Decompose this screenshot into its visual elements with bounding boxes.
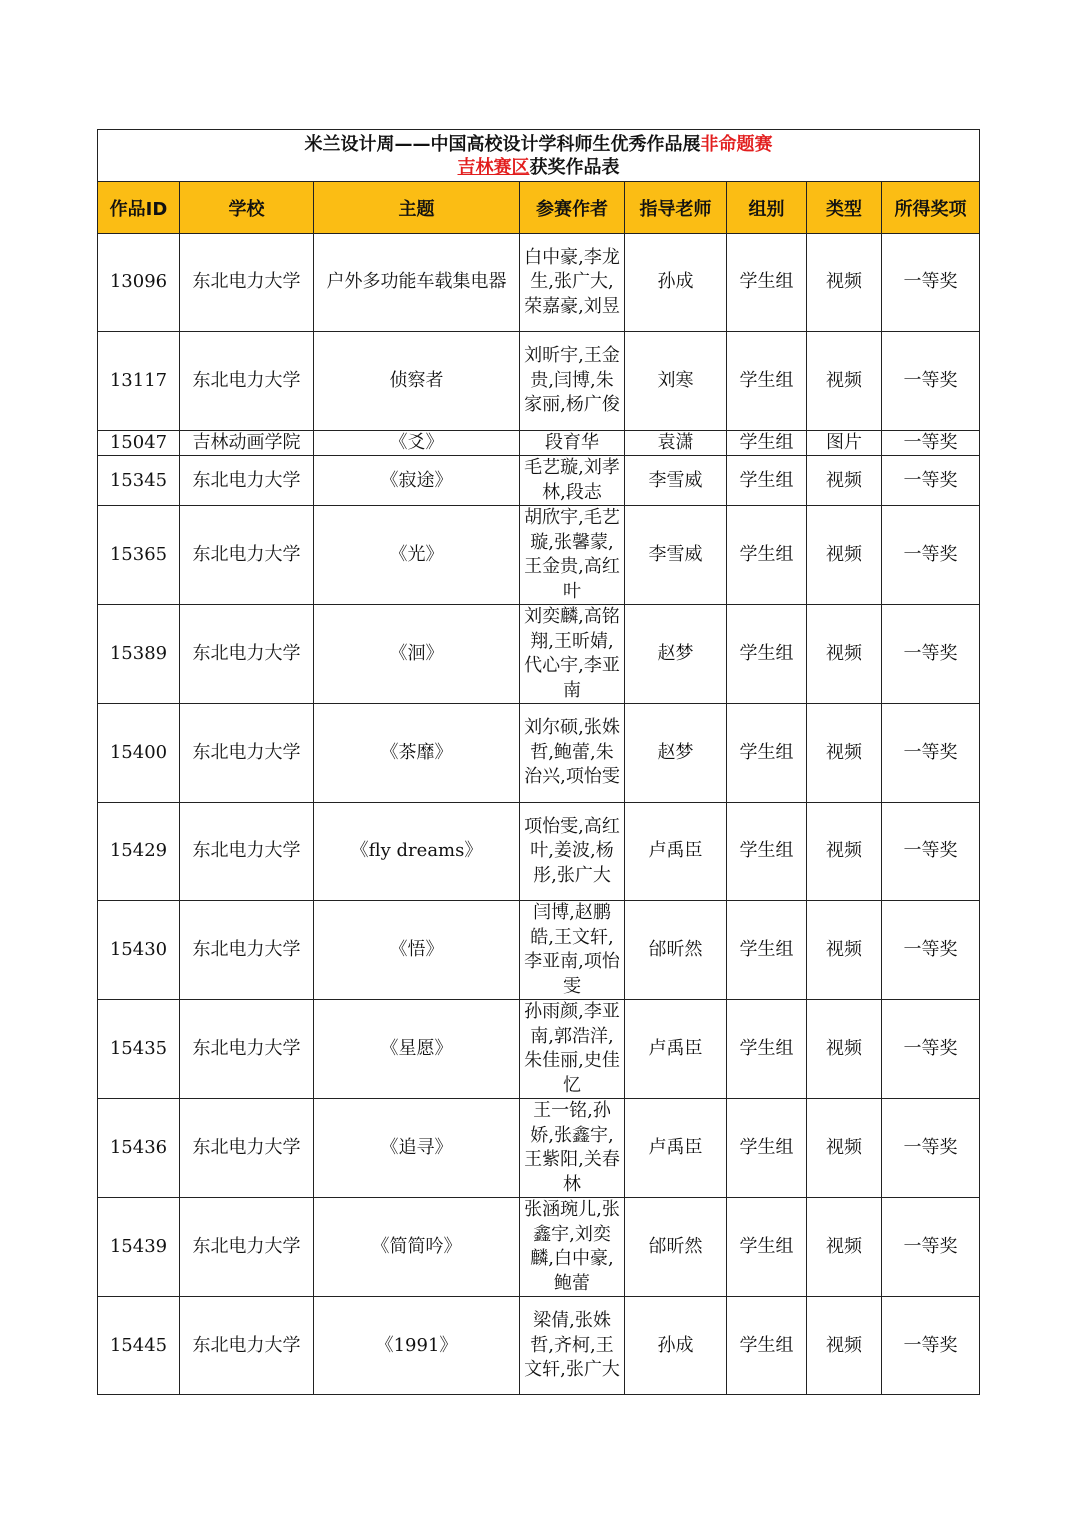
cell-theme: 《1991》	[314, 1297, 520, 1395]
header-school: 学校	[180, 182, 314, 234]
cell-id: 15430	[98, 901, 180, 1000]
header-teacher: 指导老师	[625, 182, 727, 234]
cell-award: 一等奖	[882, 506, 980, 605]
cell-school: 吉林动画学院	[180, 430, 314, 456]
cell-school: 东北电力大学	[180, 605, 314, 704]
header-award: 所得奖项	[882, 182, 980, 234]
cell-type: 视频	[807, 1297, 882, 1395]
cell-award: 一等奖	[882, 802, 980, 900]
cell-id: 15436	[98, 1099, 180, 1198]
cell-group: 学生组	[727, 802, 807, 900]
cell-group: 学生组	[727, 1000, 807, 1099]
cell-teacher: 赵梦	[625, 605, 727, 704]
cell-type: 视频	[807, 1198, 882, 1297]
cell-id: 15047	[98, 430, 180, 456]
cell-theme: 《爻》	[314, 430, 520, 456]
cell-type: 图片	[807, 430, 882, 456]
header-group: 组别	[727, 182, 807, 234]
cell-authors: 项怡雯,高红叶,姜波,杨彤,张广大	[520, 802, 625, 900]
cell-group: 学生组	[727, 430, 807, 456]
cell-teacher: 卢禹臣	[625, 1000, 727, 1099]
cell-school: 东北电力大学	[180, 901, 314, 1000]
cell-authors: 闫博,赵鹏皓,王文轩,李亚南,项怡雯	[520, 901, 625, 1000]
cell-school: 东北电力大学	[180, 1198, 314, 1297]
header-type: 类型	[807, 182, 882, 234]
header-id: 作品ID	[98, 182, 180, 234]
cell-group: 学生组	[727, 332, 807, 430]
cell-theme: 《洄》	[314, 605, 520, 704]
table-row	[98, 605, 980, 704]
cell-teacher: 邰昕然	[625, 901, 727, 1000]
cell-type: 视频	[807, 802, 882, 900]
cell-id: 15445	[98, 1297, 180, 1395]
cell-authors: 刘昕宇,王金贵,闫博,朱家丽,杨广俊	[520, 332, 625, 430]
cell-authors: 毛艺璇,刘孝林,段志	[520, 456, 625, 506]
cell-type: 视频	[807, 1099, 882, 1198]
cell-award: 一等奖	[882, 234, 980, 332]
cell-authors: 胡欣宇,毛艺璇,张馨蒙,王金贵,高红叶	[520, 506, 625, 605]
table-row	[98, 1000, 980, 1099]
cell-authors: 梁倩,张姝哲,齐柯,王文轩,张广大	[520, 1297, 625, 1395]
cell-group: 学生组	[727, 704, 807, 802]
cell-teacher: 刘寒	[625, 332, 727, 430]
cell-award: 一等奖	[882, 456, 980, 506]
cell-authors: 白中豪,李龙生,张广大,荣嘉豪,刘昱	[520, 234, 625, 332]
cell-group: 学生组	[727, 901, 807, 1000]
table-row	[98, 456, 980, 506]
cell-id: 15365	[98, 506, 180, 605]
cell-authors: 刘奕麟,高铭翔,王昕婧,代心宇,李亚南	[520, 605, 625, 704]
cell-theme: 《寂途》	[314, 456, 520, 506]
cell-school: 东北电力大学	[180, 704, 314, 802]
cell-award: 一等奖	[882, 1297, 980, 1395]
cell-authors: 刘尔硕,张姝哲,鲍蕾,朱治兴,项怡雯	[520, 704, 625, 802]
cell-school: 东北电力大学	[180, 506, 314, 605]
cell-type: 视频	[807, 901, 882, 1000]
cell-authors: 王一铭,孙娇,张鑫宇,王紫阳,关春林	[520, 1099, 625, 1198]
cell-school: 东北电力大学	[180, 456, 314, 506]
table-row	[98, 506, 980, 605]
cell-authors: 孙雨颜,李亚南,郭浩洋,朱佳丽,史佳忆	[520, 1000, 625, 1099]
title-line-2: 吉林赛区获奖作品表	[457, 156, 620, 178]
header-authors: 参赛作者	[520, 182, 625, 234]
table-title	[98, 130, 980, 182]
cell-school: 东北电力大学	[180, 1297, 314, 1395]
cell-award: 一等奖	[882, 1198, 980, 1297]
table-row	[98, 901, 980, 1000]
cell-award: 一等奖	[882, 704, 980, 802]
cell-award: 一等奖	[882, 1000, 980, 1099]
cell-award: 一等奖	[882, 332, 980, 430]
cell-teacher: 卢禹臣	[625, 802, 727, 900]
cell-authors: 段育华	[520, 430, 625, 456]
table-row	[98, 1297, 980, 1395]
table-row	[98, 332, 980, 430]
cell-id: 15435	[98, 1000, 180, 1099]
cell-teacher: 李雪威	[625, 456, 727, 506]
table-row	[98, 704, 980, 802]
table-row	[98, 1198, 980, 1297]
cell-group: 学生组	[727, 1099, 807, 1198]
cell-theme: 《简简吟》	[314, 1198, 520, 1297]
cell-teacher: 赵梦	[625, 704, 727, 802]
cell-type: 视频	[807, 234, 882, 332]
table-row	[98, 1099, 980, 1198]
table-row	[98, 234, 980, 332]
cell-school: 东北电力大学	[180, 1000, 314, 1099]
cell-teacher: 李雪威	[625, 506, 727, 605]
cell-theme: 《光》	[314, 506, 520, 605]
cell-school: 东北电力大学	[180, 234, 314, 332]
cell-type: 视频	[807, 605, 882, 704]
cell-school: 东北电力大学	[180, 332, 314, 430]
cell-teacher: 卢禹臣	[625, 1099, 727, 1198]
cell-group: 学生组	[727, 456, 807, 506]
cell-award: 一等奖	[882, 430, 980, 456]
cell-type: 视频	[807, 332, 882, 430]
cell-authors: 张涵琬儿,张鑫宇,刘奕麟,白中豪,鲍蕾	[520, 1198, 625, 1297]
cell-teacher: 孙成	[625, 1297, 727, 1395]
cell-group: 学生组	[727, 1297, 807, 1395]
cell-teacher: 袁潇	[625, 430, 727, 456]
cell-type: 视频	[807, 456, 882, 506]
table-row	[98, 430, 980, 456]
cell-id: 15439	[98, 1198, 180, 1297]
cell-theme: 《星愿》	[314, 1000, 520, 1099]
cell-type: 视频	[807, 704, 882, 802]
awards-table	[97, 129, 980, 1395]
cell-group: 学生组	[727, 1198, 807, 1297]
cell-type: 视频	[807, 506, 882, 605]
cell-theme: 侦察者	[314, 332, 520, 430]
cell-award: 一等奖	[882, 605, 980, 704]
cell-id: 15400	[98, 704, 180, 802]
table-row	[98, 802, 980, 900]
cell-award: 一等奖	[882, 901, 980, 1000]
cell-theme: 《追寻》	[314, 1099, 520, 1198]
cell-teacher: 孙成	[625, 234, 727, 332]
cell-group: 学生组	[727, 234, 807, 332]
cell-theme: 《悟》	[314, 901, 520, 1000]
cell-id: 13096	[98, 234, 180, 332]
header-theme: 主题	[314, 182, 520, 234]
cell-school: 东北电力大学	[180, 802, 314, 900]
cell-type: 视频	[807, 1000, 882, 1099]
cell-group: 学生组	[727, 605, 807, 704]
cell-id: 13117	[98, 332, 180, 430]
cell-teacher: 邰昕然	[625, 1198, 727, 1297]
header-row	[98, 182, 980, 234]
cell-id: 15345	[98, 456, 180, 506]
cell-theme: 《fly dreams》	[314, 802, 520, 900]
cell-id: 15389	[98, 605, 180, 704]
cell-group: 学生组	[727, 506, 807, 605]
title-line-1: 米兰设计周——中国高校设计学科师生优秀作品展非命题赛	[304, 133, 773, 155]
cell-school: 东北电力大学	[180, 1099, 314, 1198]
cell-id: 15429	[98, 802, 180, 900]
cell-theme: 户外多功能车载集电器	[314, 234, 520, 332]
cell-award: 一等奖	[882, 1099, 980, 1198]
cell-theme: 《茶靡》	[314, 704, 520, 802]
